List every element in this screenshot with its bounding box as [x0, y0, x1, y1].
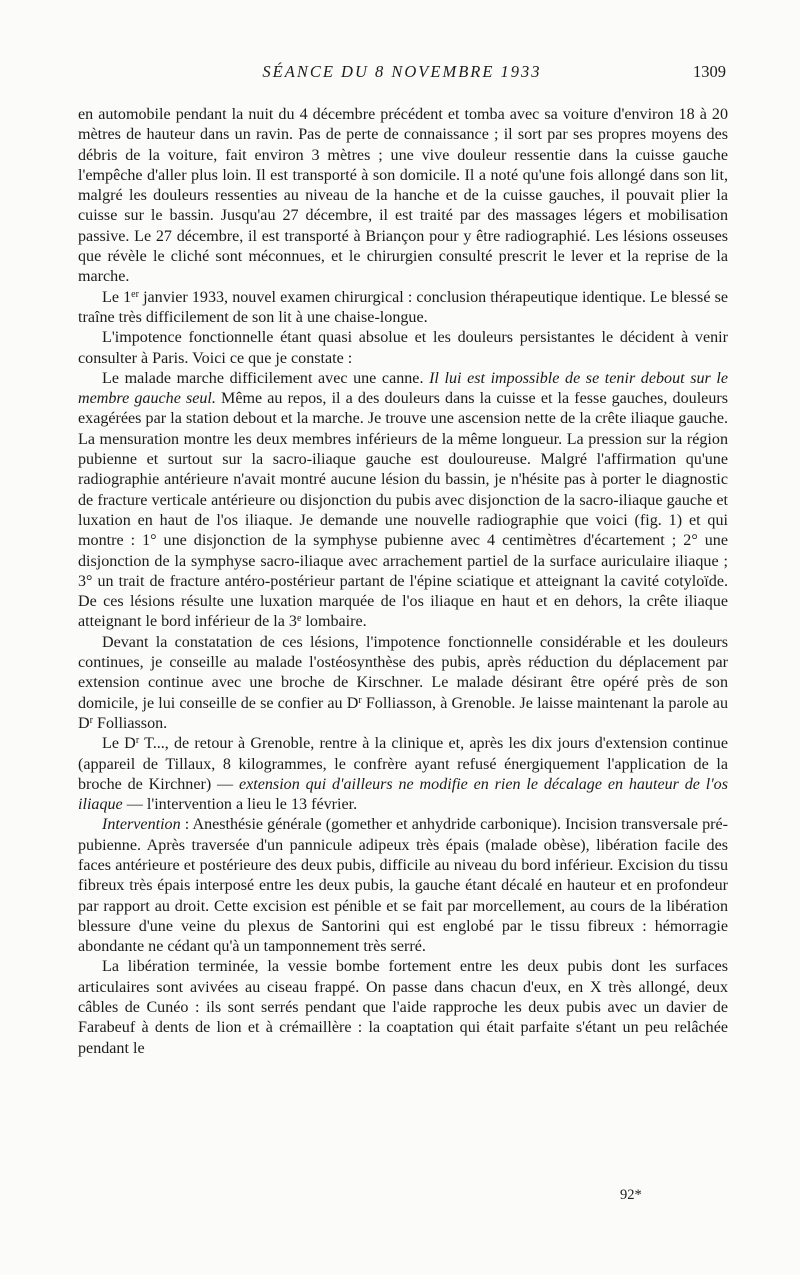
paragraph — [78, 957, 728, 1058]
paragraph-text: Le 1 — [102, 288, 132, 306]
paragraph-text: La libération terminée, la vessie bombe fortement entre les deux pubis dont les surfaces articulaires sont avivées au ciseau frappé. On passe dans chacun d'eux, en X très allongé, deux câbles de Cunéo : ils sont serrés pendant que l'aide rapproche les deux pubis avec un davier de Farabeuf à dents de lion et à crémaillère : la coaptation qui était parfaite s'étant un peu relâchée pendant le — [78, 958, 728, 1057]
paragraph-text: Même au repos, il a des douleurs dans la cuisse et la fesse gauches, douleurs exagérées par la station debout et la marche. Je trouve une ascension nette de la crête iliaque gauche. La mensuration montre les deux membres inférieurs de la même longueur. La pression sur la région pubienne et surtout sur la sacro-iliaque gauche est douloureuse. Malgré l'affirmation qu'une radiographie antérieure n'avait montré aucune lésion du bassin, je n'hésite pas à porter le diagnostic de fracture verticale antérieure ou disjonction du pubis avec disjonction de la sacro-iliaque gauche et luxation en haut de l'os iliaque. Je demande une nouvelle radiographie que voici (fig. 1) et qui montre : 1° une disjonction de la symphyse pubienne avec 4 centimètres d'écartement ; 2° une disjonction de la symphyse sacro-iliaque avec arrachement partiel de la surface auriculaire iliaque ; 3° un trait de fracture antéro-postérieur partant de l'épine sciatique et atteignant la cavité cotyloïde. De ces lésions résulte une luxation marquée de l'os iliaque en haut et en dehors, la crête iliaque atteignant le bord inférieur de la 3 — [78, 390, 728, 631]
paragraph — [78, 288, 728, 329]
paragraph-text: en automobile pendant la nuit du 4 décembre précédent et tomba avec sa voiture d'environ 18 à 20 mètres de hauteur dans un ravin. Pas de perte de connaissance ; il sort par ses propres moyens des débris de la voiture, fait environ 3 mètres ; une vive douleur ressentie dans la cuisse gauche l'empêche d'aller plus loin. Il est transporté à son domicile. Il a noté qu'une fois allongé dans son lit, malgré les douleurs ressenties au niveau de la hanche et de la cuisse gauches, il pouvait plier la cuisse sur le bassin. Jusqu'au 27 décembre, il est traité par des massages légers et mobilisation passive. Le 27 décembre, il est transporté à Briançon pour y être radiographié. Les lésions osseuses que révèle le cliché sont méconnues, et le chirurgien consulté prescrit le lever et la reprise de la marche. — [78, 106, 728, 286]
paragraph — [78, 815, 728, 957]
paragraph — [78, 633, 728, 734]
page-number: 1309 — [693, 62, 726, 81]
superscript: e — [296, 613, 302, 625]
signature-mark: 92* — [620, 1187, 642, 1203]
running-title: SÉANCE DU 8 NOVEMBRE 1933 — [262, 62, 542, 81]
superscript: r — [358, 694, 362, 706]
italic-text: Il lui est impossible de se tenir debout sur le membre gauche seul. — [78, 369, 728, 408]
paragraph-text: janvier 1933, nouvel examen chirurgical : conclusion thérapeutique identique. Le blessé se traîne très difficilement de son lit à une chaise-longue. — [78, 288, 728, 326]
paragraph-text: Folliasson. — [92, 714, 168, 732]
paragraph-text: Devant la constatation de ces lésions, l'impotence fonctionnelle considérable et les douleurs continues, je conseille au malade l'ostéosynthèse des pubis, après réduction du déplacement par extension continue avec une broche de Kirschner. Le malade désirant être opéré près de son domicile, je lui conseille de se confier au D — [78, 633, 728, 712]
superscript: r — [89, 714, 93, 726]
paragraph-text: L'impotence fonctionnelle étant quasi absolue et les douleurs persistantes le décident à venir consulter à Paris. Voici ce que je constate : — [78, 329, 728, 367]
italic-text: Intervention — [102, 816, 181, 834]
paragraph-text: Le malade marche difficilement avec une canne. — [102, 369, 430, 387]
paragraph — [78, 734, 728, 815]
paragraph — [78, 105, 728, 288]
italic-text: extension qui d'ailleurs ne modifie en rien le décalage en hauteur de l'os iliaque — [78, 775, 728, 814]
paragraph-text: T..., de retour à Grenoble, rentre à la clinique et, après les dix jours d'extension continue (appareil de Tillaux, 8 kilogrammes, le confrère ayant refusé énergiquement l'application de la broche de Kirchner) — — [78, 735, 728, 793]
superscript: r — [135, 735, 140, 747]
paragraph-text: lombaire. — [301, 613, 367, 631]
paragraph-text: : Anesthésie générale (gomether et anhydride carbonique). Incision transversale pré-pubienne. Après traversée d'un pannicule adipeux très épais (malade obèse), libération facile des faces antérieure et postérieure des deux pubis, difficile au niveau du bord inférieur. Excision du tissu fibreux très épais interposé entre les deux pubis, la gauche étant décalé en hauteur et en profondeur par rapport au droit. Cette excision est pénible et se fait par morcellement, au cours de la libération blessure d'une veine du plexus de Santorini qui est englobé par le tissu fibreux : hémorragie abondante ne cédant qu'à un tamponnement très serré. — [78, 816, 728, 956]
paragraph-text: — l'intervention a lieu le 13 février. — [122, 796, 358, 814]
paragraph — [78, 328, 728, 369]
paragraph-text: Le D — [102, 735, 136, 753]
running-head — [78, 62, 726, 86]
body-text — [78, 105, 728, 1059]
paragraph-text: Folliasson, à Grenoble. Je laisse maintenant la parole au D — [78, 694, 728, 732]
superscript: er — [131, 288, 139, 300]
paragraph — [78, 369, 728, 633]
